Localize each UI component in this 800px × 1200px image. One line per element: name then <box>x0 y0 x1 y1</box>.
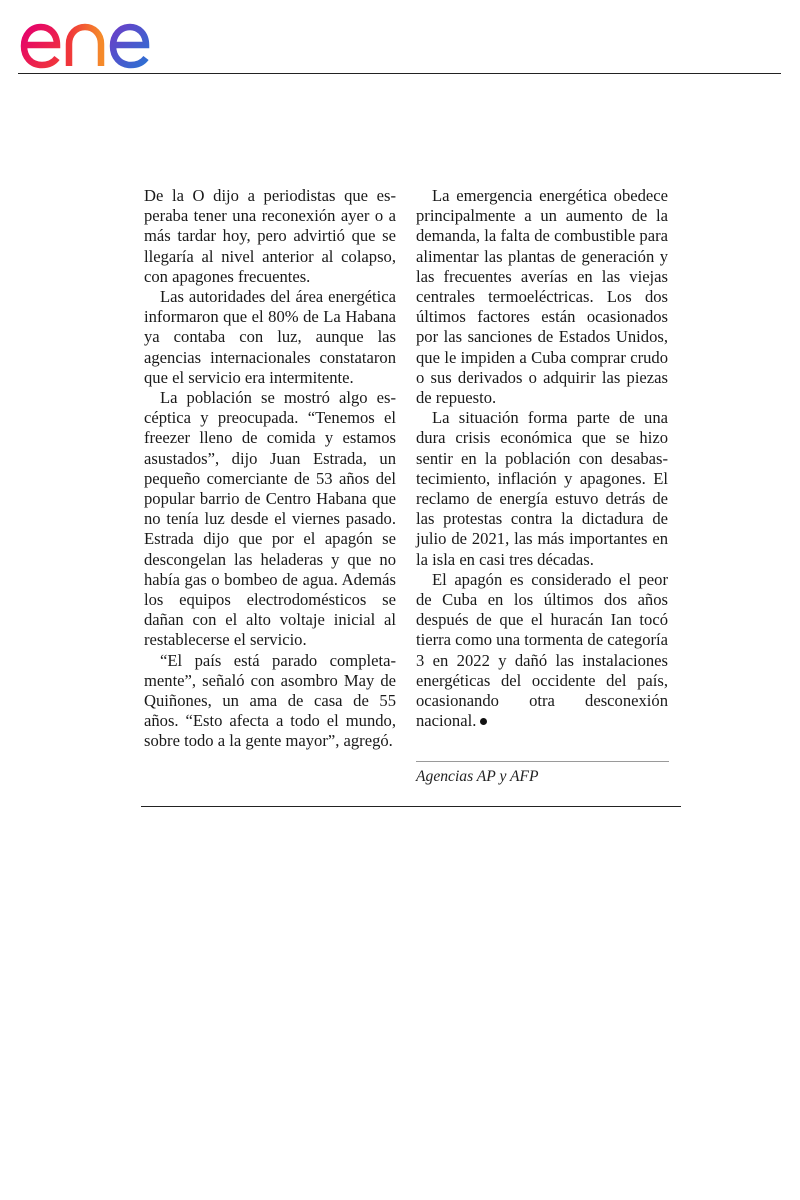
paragraph-text: El apagón es considerado el peor de Cuba en los últimos dos años después de que el huracán Ian tocó tierra como una tormenta de categoría 3 en 2022 y dañó las instalaciones energéticas del occidente del país, ocasionando otra desconexión nacional. <box>416 569 669 731</box>
enel-logo <box>18 6 193 70</box>
paragraph: De la O dijo a periodistas que esperaba tener una reconexión ayer o a más tardar hoy, pero advirtió que se llegaría al nivel anterior al colapso, con apagones frecuentes. <box>144 186 396 286</box>
credit-divider <box>416 761 669 762</box>
logo-letter-e2 <box>113 27 146 65</box>
article-right-column <box>416 186 668 731</box>
paragraph: La situación forma parte de una dura crisis económica que se hizo sentir en la población con desabastecimiento, inflación y apagones. El reclamo de energía estuvo detrás de las protestas contra la dictadura de julio de 2021, las más importantes en la isla en casi tres décadas. <box>416 408 668 569</box>
article-credit: Agencias AP y AFP <box>416 768 539 785</box>
logo-letter-e <box>24 27 57 65</box>
logo-letter-n <box>69 27 101 66</box>
article-left-column <box>144 186 396 752</box>
end-of-article-bullet-icon <box>480 718 487 725</box>
paragraph: La emergencia energética obedece principalmente a un aumento de la demanda, la falta de combustible para alimentar las plantas de generación y las frecuentes averías en las viejas centrales termoeléctricas. Los dos últimos factores están ocasionados por las sanciones de Estados Unidos, que le impiden a Cuba comprar crudo o sus derivados o adquirir las piezas de repuesto. <box>416 186 668 408</box>
header-divider <box>18 73 781 74</box>
paragraph: “El país está parado completamente”, señaló con asombro May de Quiñones, un ama de casa de 55 años. “Esto afecta a todo el mundo, sobre todo a la gente mayor”, agregó. <box>144 650 396 751</box>
paragraph: Las autoridades del área energética informaron que el 80% de La Habana ya contaba con luz, aunque las agencias internacionales constataron que el servicio era intermitente. <box>144 287 396 387</box>
paragraph: La población se mostró algo escéptica y preocupada. “Tenemos el freezer lleno de comida y estamos asustados”, dijo Juan Estrada, un pequeño comerciante de 53 años del popular barrio de Centro Habana que no tenía luz desde el viernes pasado. Estrada dijo que por el apagón se descongelan las heladeras y que no había gas o bombeo de agua. Además los equipos electrodomésticos se dañan con el alto voltaje inicial al restablecerse el servicio. <box>144 388 396 650</box>
article-bottom-divider <box>141 806 681 807</box>
paragraph <box>416 570 668 732</box>
